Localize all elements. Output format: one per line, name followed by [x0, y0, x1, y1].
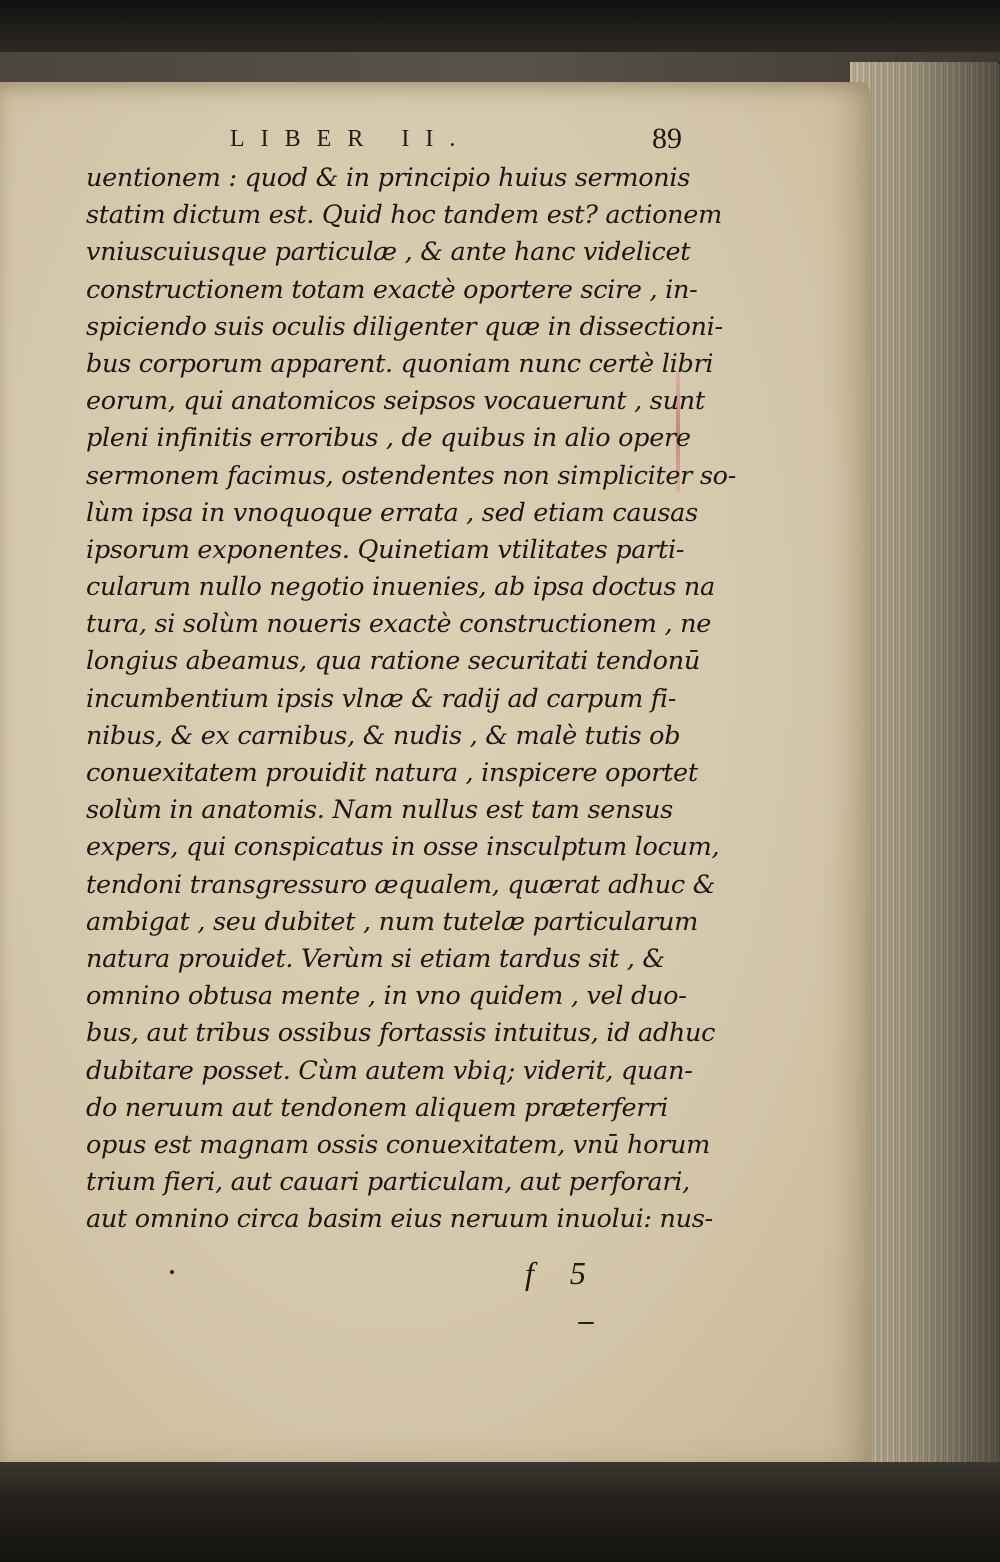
text-line: dubitare posset. Cùm autem vbiq; viderit, quan-: [86, 1055, 693, 1086]
text-line: spiciendo suis oculis diligenter quæ in dissectioni-: [86, 311, 723, 342]
text-line: opus est magnam ossis conuexitatem, vnū horum: [86, 1129, 711, 1160]
text-line: tura, si solùm noueris exactè constructionem , ne: [86, 609, 712, 640]
text-line: vniuscuiusque particulæ , & ante hanc videlicet: [86, 237, 691, 268]
text-line: uentionem : quod & in principio huius sermonis: [86, 163, 691, 193]
text-line: ipsorum exponentes. Quinetiam vtilitates parti-: [86, 534, 685, 565]
text-line: statim dictum est. Quid hoc tandem est? actionem: [86, 200, 722, 231]
text-line: omnino obtusa mente , in vno quidem , vel duo-: [86, 981, 687, 1012]
text-line: expers, qui conspicatus in osse insculptum locum,: [86, 832, 720, 863]
ink-speck: [578, 1322, 594, 1324]
text-line: eorum, qui anatomicos seipsos vocauerunt , sunt: [86, 386, 705, 417]
page-number: 89: [652, 122, 682, 155]
text-line: incumbentium ipsis vlnæ & radij ad carpum fi-: [86, 683, 677, 714]
text-line: sermonem facimus, ostendentes non simpliciter so-: [86, 460, 737, 491]
text-line: solùm in anatomis. Nam nullus est tam sensus: [86, 795, 673, 826]
text-line: pleni infinitis erroribus , de quibus in alio opere: [86, 423, 691, 454]
signature-mark: f 5: [525, 1255, 600, 1291]
text-line: cularum nullo negotio inuenies, ab ipsa doctus na: [86, 572, 715, 603]
text-line: longius abeamus, qua ratione securitati tendonū: [86, 646, 700, 677]
text-line: trium fieri, aut cauari particulam, aut perforari,: [86, 1167, 690, 1198]
text-line: do neruum aut tendonem aliquem præterferri: [86, 1092, 668, 1123]
text-line: tendoni transgressuro æqualem, quærat adhuc &: [86, 869, 716, 900]
text-line: nibus, & ex carnibus, & nudis , & malè tutis ob: [86, 720, 681, 751]
ink-speck: [170, 1270, 174, 1274]
page-edges-shadow: [850, 62, 1000, 1462]
text-line: aut omnino circa basim eius neruum inuolui: nus-: [86, 1204, 713, 1235]
text-line: constructionem totam exactè oportere scire , in-: [86, 274, 698, 305]
text-line: bus corporum apparent. quoniam nunc certè libri: [86, 348, 714, 379]
running-head: LIBER II.: [230, 126, 472, 152]
text-line: lùm ipsa in vnoquoque errata , sed etiam causas: [86, 497, 698, 528]
text-line: bus, aut tribus ossibus fortassis intuitus, id adhuc: [86, 1018, 716, 1049]
body-text: [86, 160, 737, 1238]
text-line: conuexitatem prouidit natura , inspicere oportet: [86, 758, 698, 788]
text-line: ambigat , seu dubitet , num tutelæ particularum: [86, 906, 699, 937]
text-line: natura prouidet. Verùm si etiam tardus sit , &: [86, 943, 665, 974]
table-surface: [0, 1462, 1000, 1562]
